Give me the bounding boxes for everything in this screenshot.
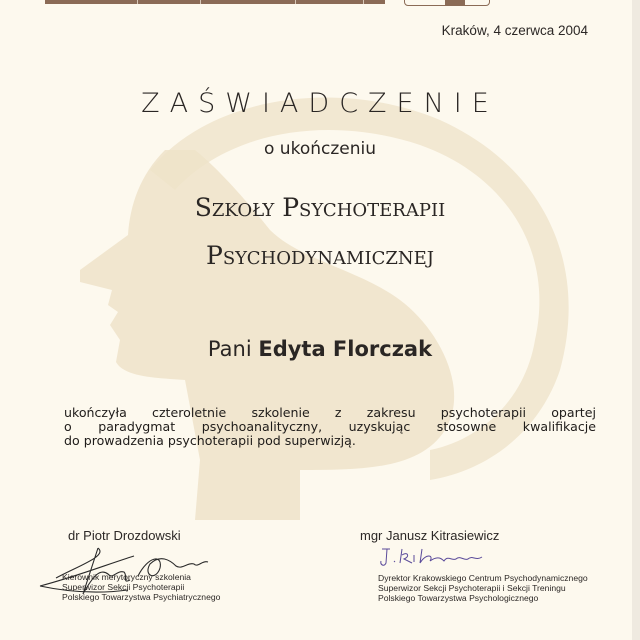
role-line: Kierownik merytoryczny szkolenia <box>62 572 191 582</box>
signatory-roles <box>62 572 322 602</box>
signatory-name: mgr Janusz Kitrasiewicz <box>360 528 500 543</box>
recipient-salutation: Pani <box>207 337 252 361</box>
role-line: Polskiego Towarzystwa Psychiatrycznego <box>62 592 221 602</box>
school-name-line-2: Psychodynamicznej <box>206 241 434 270</box>
role-line: Superwizor Sekcji Psychoterapii i Sekcji Treningu <box>378 583 566 593</box>
recipient-name: Edyta Florczak <box>258 337 433 361</box>
body-line: o paradygmat psychoanalityczny, uzyskując stosowne kwalifikacje <box>64 419 596 434</box>
signatory-name: dr Piotr Drozdowski <box>68 528 181 543</box>
signatory-roles <box>378 573 640 603</box>
date-line: Kraków, 4 czerwca 2004 <box>441 23 588 38</box>
signature-right-icon <box>378 545 498 569</box>
role-line: Superwizor Sekcji Psychoterapii <box>62 582 185 592</box>
body-line: ukończyła czteroletnie szkolenie z zakresu psychoterapii opartej <box>64 405 596 420</box>
certificate-body <box>64 406 596 448</box>
role-line: Polskiego Towarzystwa Psychologicznego <box>378 593 539 603</box>
recipient <box>0 337 640 361</box>
certificate-subtitle: o ukończeniu <box>264 139 376 159</box>
body-line: do prowadzenia psychoterapii pod superwizją. <box>64 433 356 448</box>
school-name-line-1: Szkoły Psychoterapii <box>194 193 446 222</box>
certificate-title: ZAŚWIADCZENIE <box>141 88 499 119</box>
signatory-left <box>62 528 221 602</box>
signatory-right <box>360 528 588 603</box>
role-line: Dyrektor Krakowskiego Centrum Psychodynamicznego <box>378 573 588 583</box>
